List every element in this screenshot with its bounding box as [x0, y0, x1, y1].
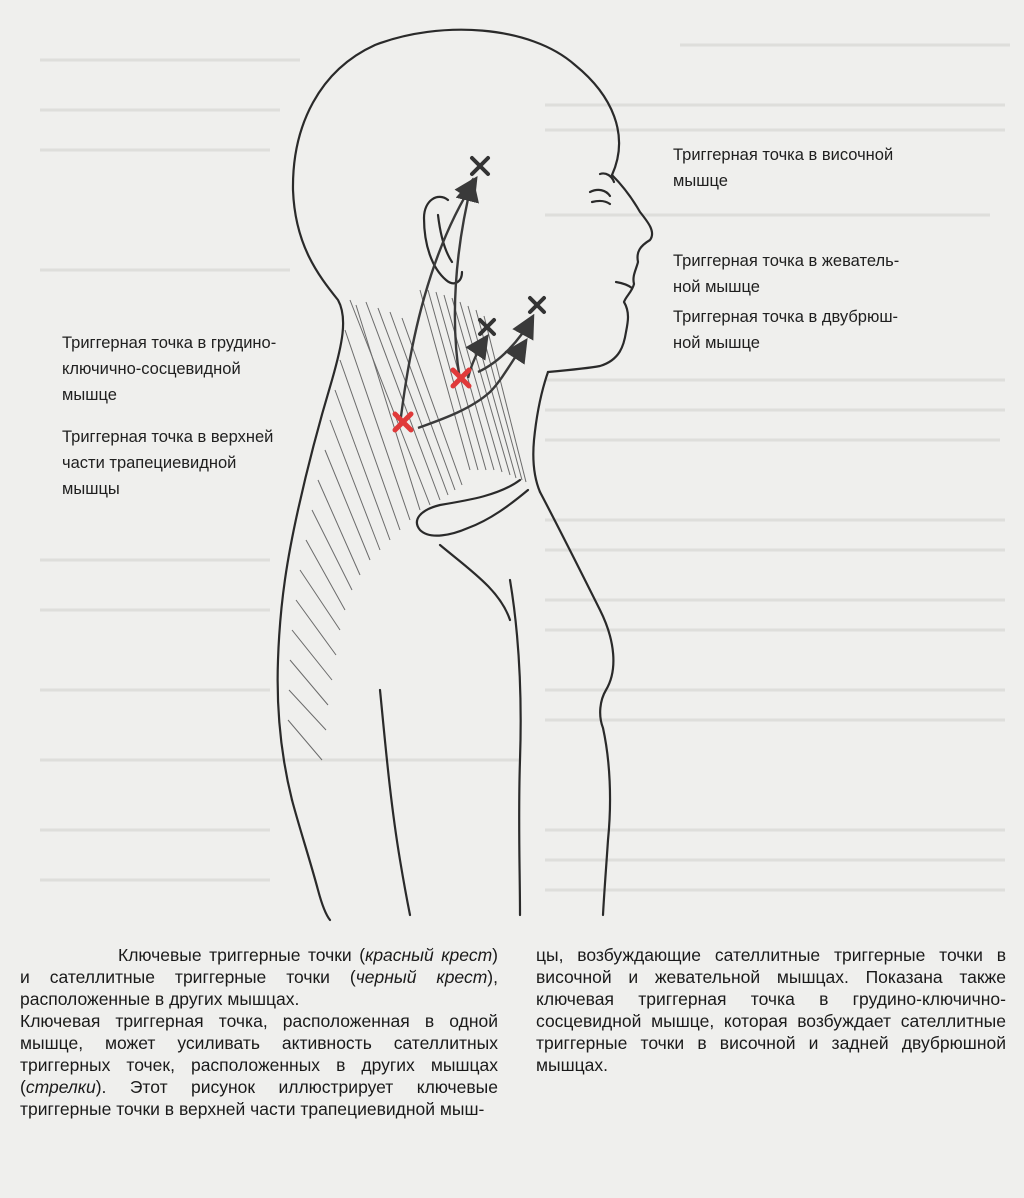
label-trapezius-line1: Триггерная точка в верхней [62, 428, 274, 446]
label-masseter [673, 248, 899, 300]
label-temporal-line1: Триггерная точка в височной [673, 146, 894, 164]
satellite-point-digastric [530, 298, 544, 312]
satellite-point-masseter [480, 320, 494, 334]
label-scm [62, 330, 276, 408]
label-digastric [673, 304, 898, 356]
label-masseter-line2: ной мышце [673, 278, 760, 296]
caption-right-column [536, 944, 1006, 1076]
label-temporal-line2: мышце [673, 172, 728, 190]
key-point-scm [453, 370, 469, 386]
label-temporal [673, 142, 893, 194]
arrow-scm-to-masseter [468, 338, 486, 378]
muscle-fibers [288, 290, 526, 760]
caption-paragraph-2: Ключевая триггерная точка, расположенная в одной мышце, может усиливать активность сателлитных триггерных точек, расположенных в других мышцах (стрелки). Этот рисунок иллюстрирует ключевые триггерные точки в верхней части трапециевидной мыш- [20, 1011, 498, 1119]
body-outline [278, 30, 652, 920]
label-digastric-line1: Триггерная точка в двубрюш- [673, 308, 899, 326]
caption-paragraph-1: Ключевые триггерные точки (красный крест) и сателлитные триггерные точки (черный крест), расположенные в других мышцах. [20, 945, 498, 1009]
label-scm-line3: мышце [62, 386, 117, 404]
label-scm-line2: ключично-сосцевидной [62, 360, 241, 378]
label-scm-line1: Триггерная точка в грудино- [62, 334, 277, 352]
label-trapezius-line3: мышцы [62, 480, 120, 498]
referral-arrows [400, 180, 532, 428]
caption-paragraph-3: цы, возбуждающие сателлитные триггерные точки в височной и жевательной мышцах. Показана также ключевая триггерная точка в грудино-ключично-сосцевидной мышце, которая возбуждает сателлитные триггерные точки в височной и задней двубрюшной мышцах. [536, 945, 1006, 1075]
satellite-point-temporal [472, 158, 488, 174]
caption-left-column [20, 944, 498, 1120]
label-trapezius [62, 424, 273, 502]
satellite-trigger-points [472, 158, 544, 334]
label-trapezius-line2: части трапециевидной [62, 454, 237, 472]
label-masseter-line1: Триггерная точка в жеватель- [673, 252, 900, 270]
label-digastric-line2: ной мышце [673, 334, 760, 352]
